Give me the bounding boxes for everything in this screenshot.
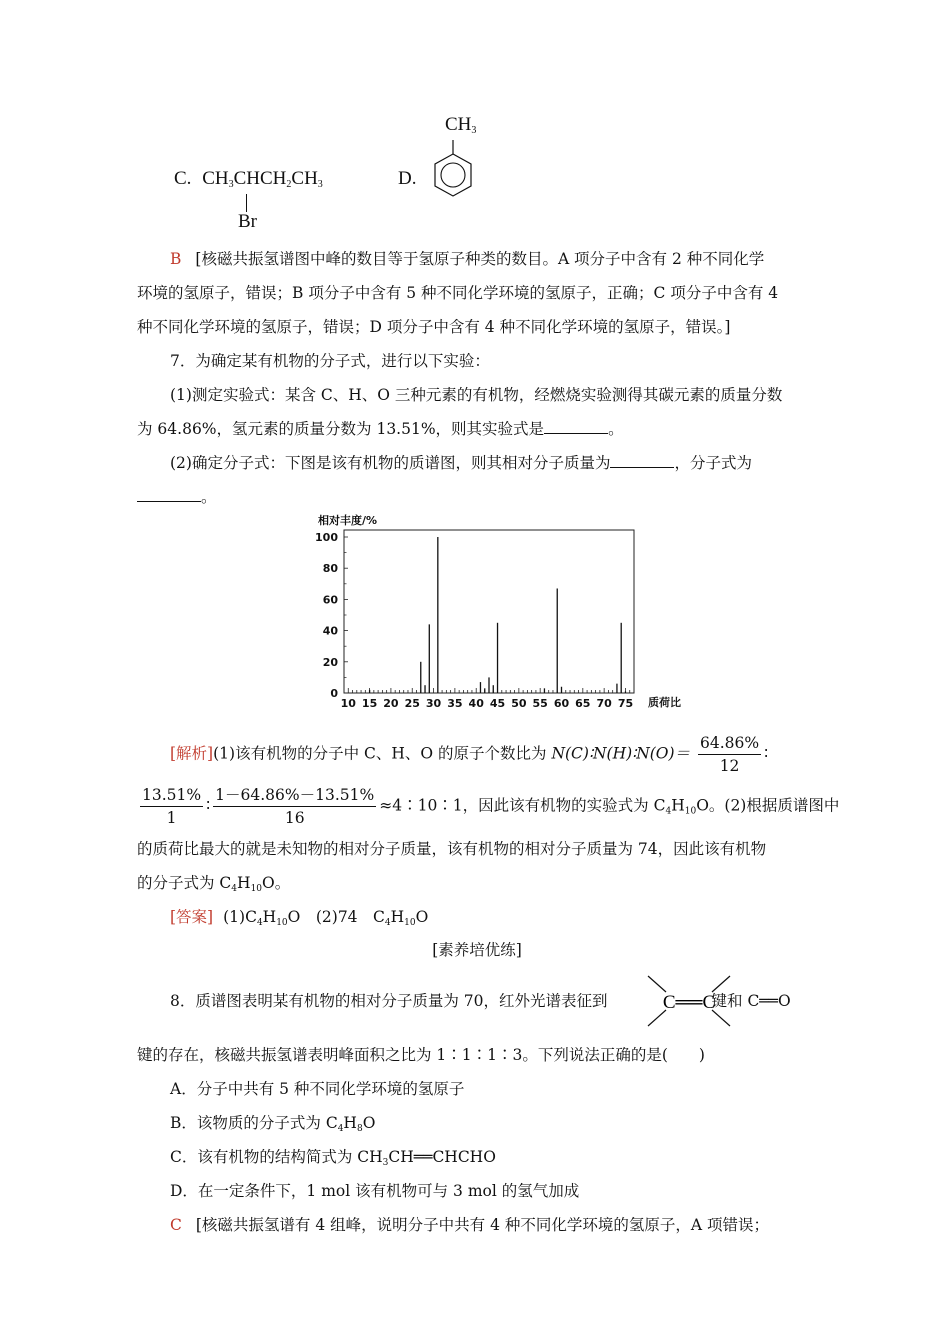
- q8-line1: 8．质谱图表明某有机物的相对分子质量为 70，红外光谱表征到 键和 C══O: [170, 992, 791, 1010]
- x-tick-label: 25: [404, 697, 420, 710]
- x-tick-label: 70: [596, 697, 612, 710]
- section-title: [素养培优练]: [432, 941, 522, 959]
- x-tick-label: 35: [447, 697, 463, 710]
- x-tick-label: 15: [361, 697, 378, 710]
- option-c-bond: [246, 194, 247, 212]
- x-tick-label: 10: [340, 697, 356, 710]
- option-c-structure: [174, 168, 323, 190]
- benzene-ring-icon: [428, 140, 478, 202]
- fraction-carbon: $\frac{64.86\%}{12}$: [700, 734, 760, 775]
- x-tick-label: 55: [532, 697, 548, 710]
- fraction-oxygen: $\frac{1-64.86\%-13.51\%}{16}$: [215, 786, 375, 827]
- svg-text:C══C: C══C: [662, 992, 716, 1013]
- x-tick-label: 20: [383, 697, 399, 710]
- y-tick-label: 20: [322, 655, 338, 669]
- option-c-formula: $CH_3CHCH_2CH_3$: [202, 168, 323, 190]
- answer-blank[interactable]: [610, 453, 674, 468]
- analysis-tag: [解析]: [170, 744, 214, 763]
- q6-answer: B: [170, 250, 182, 268]
- y-tick-label: 0: [330, 687, 338, 700]
- x-tick-label: 75: [617, 697, 634, 710]
- q7-analysis-line2: $\frac{13.51\%}{1}$ ∶ $\frac{1-64.86\%-13.51\%}{16}$ ≈4∶10∶1，因此该有机物的实验式为 $C_4H_{10}O$。(2)根据质谱图中: [142, 786, 840, 827]
- q7-analysis-line1: [解析](1)该有机物的分子中 C、H、O 的原子个数比为 N(C)∶N(H)∶N(O)＝ $\frac{64.86\%}{12}$ ∶: [170, 734, 769, 775]
- x-tick-label: 45: [489, 697, 506, 710]
- x-tick-label: 40: [468, 697, 484, 710]
- y-tick-label: 80: [322, 562, 338, 576]
- q8-option-c: C．该有机物的结构简式为 $CH_3CH══CHCHO$: [170, 1148, 496, 1168]
- q6-analysis-line2: 环境的氢原子，错误；B 项分子中含有 5 种不同化学环境的氢原子，正确；C 项分子中含有 4: [137, 284, 779, 302]
- q8-analysis: C [核磁共振氢谱有 4 组峰，说明分子中共有 4 种不同化学环境的氢原子，A 项错误；: [170, 1216, 769, 1234]
- option-d-label: D.: [398, 168, 417, 189]
- q8-option-b: B．该物质的分子式为 $C_4H_8O$: [170, 1114, 376, 1134]
- q7-part2-line1: (2)确定分子式：下图是该有机物的质谱图，则其相对分子质量为 ，分子式为: [170, 454, 752, 472]
- q8-option-d: D．在一定条件下，1 mol 该有机物可与 3 mol 的氢气加成: [170, 1182, 580, 1200]
- chart-xlabel: 质荷比: [648, 696, 681, 709]
- chart-ylabel: 相对丰度/%: [318, 514, 378, 527]
- fraction-hydrogen: $\frac{13.51\%}{1}$: [142, 786, 202, 827]
- answer-tag: [答案]: [170, 908, 214, 926]
- mass-spectrum-chart: [310, 508, 690, 718]
- chart-frame: [344, 530, 634, 693]
- y-tick-label: 100: [315, 531, 338, 544]
- q7-analysis-line4: 的分子式为 $C_4H_{10}O$。: [137, 874, 291, 894]
- q7-part1-line2: 为 64.86%，氢元素的质量分数为 13.51%，则其实验式是 。: [137, 420, 624, 438]
- x-tick-label: 30: [425, 697, 442, 710]
- x-tick-label: 65: [575, 697, 591, 710]
- q8-line2: 键的存在，核磁共振氢谱表明峰面积之比为 1∶1∶1∶3。下列说法正确的是( ): [137, 1046, 705, 1064]
- c-c-double-bond-icon: [644, 970, 734, 1032]
- x-tick-label: 60: [553, 697, 570, 710]
- y-tick-label: 60: [322, 593, 338, 607]
- answer-blank[interactable]: [137, 487, 201, 502]
- option-c-label: C.: [174, 168, 192, 189]
- option-d-methyl: $CH_3$: [445, 114, 477, 136]
- q8-answer: C: [170, 1216, 182, 1234]
- y-tick-label: 40: [322, 624, 338, 638]
- q7-stem: 7．为确定某有机物的分子式，进行以下实验：: [170, 352, 490, 370]
- q8-option-a: A．分子中共有 5 种不同化学环境的氢原子: [170, 1080, 465, 1098]
- q6-analysis-line1: B [核磁共振氢谱图中峰的数目等于氢原子种类的数目。A 项分子中含有 2 种不同化学: [170, 250, 765, 268]
- q6-analysis-line3: 种不同化学环境的氢原子，错误；D 项分子中含有 4 种不同化学环境的氢原子，错误。]: [137, 318, 731, 336]
- answer-blank[interactable]: [544, 419, 608, 434]
- q7-part1-line1: (1)测定实验式：某含 C、H、O 三种元素的有机物，经燃烧实验测得其碳元素的质量分数: [170, 386, 783, 404]
- q7-part2-line2: 。: [137, 480, 817, 514]
- q7-answer: [答案] $(1)C_4H_{10}O$ (2)74 $C_4H_{10}O$: [170, 908, 429, 928]
- q7-analysis-line3: 的质荷比最大的就是未知物的相对分子质量，该有机物的相对分子质量为 74，因此该有机物: [137, 840, 767, 858]
- x-tick-label: 50: [511, 697, 527, 710]
- option-c-branch: Br: [238, 211, 257, 232]
